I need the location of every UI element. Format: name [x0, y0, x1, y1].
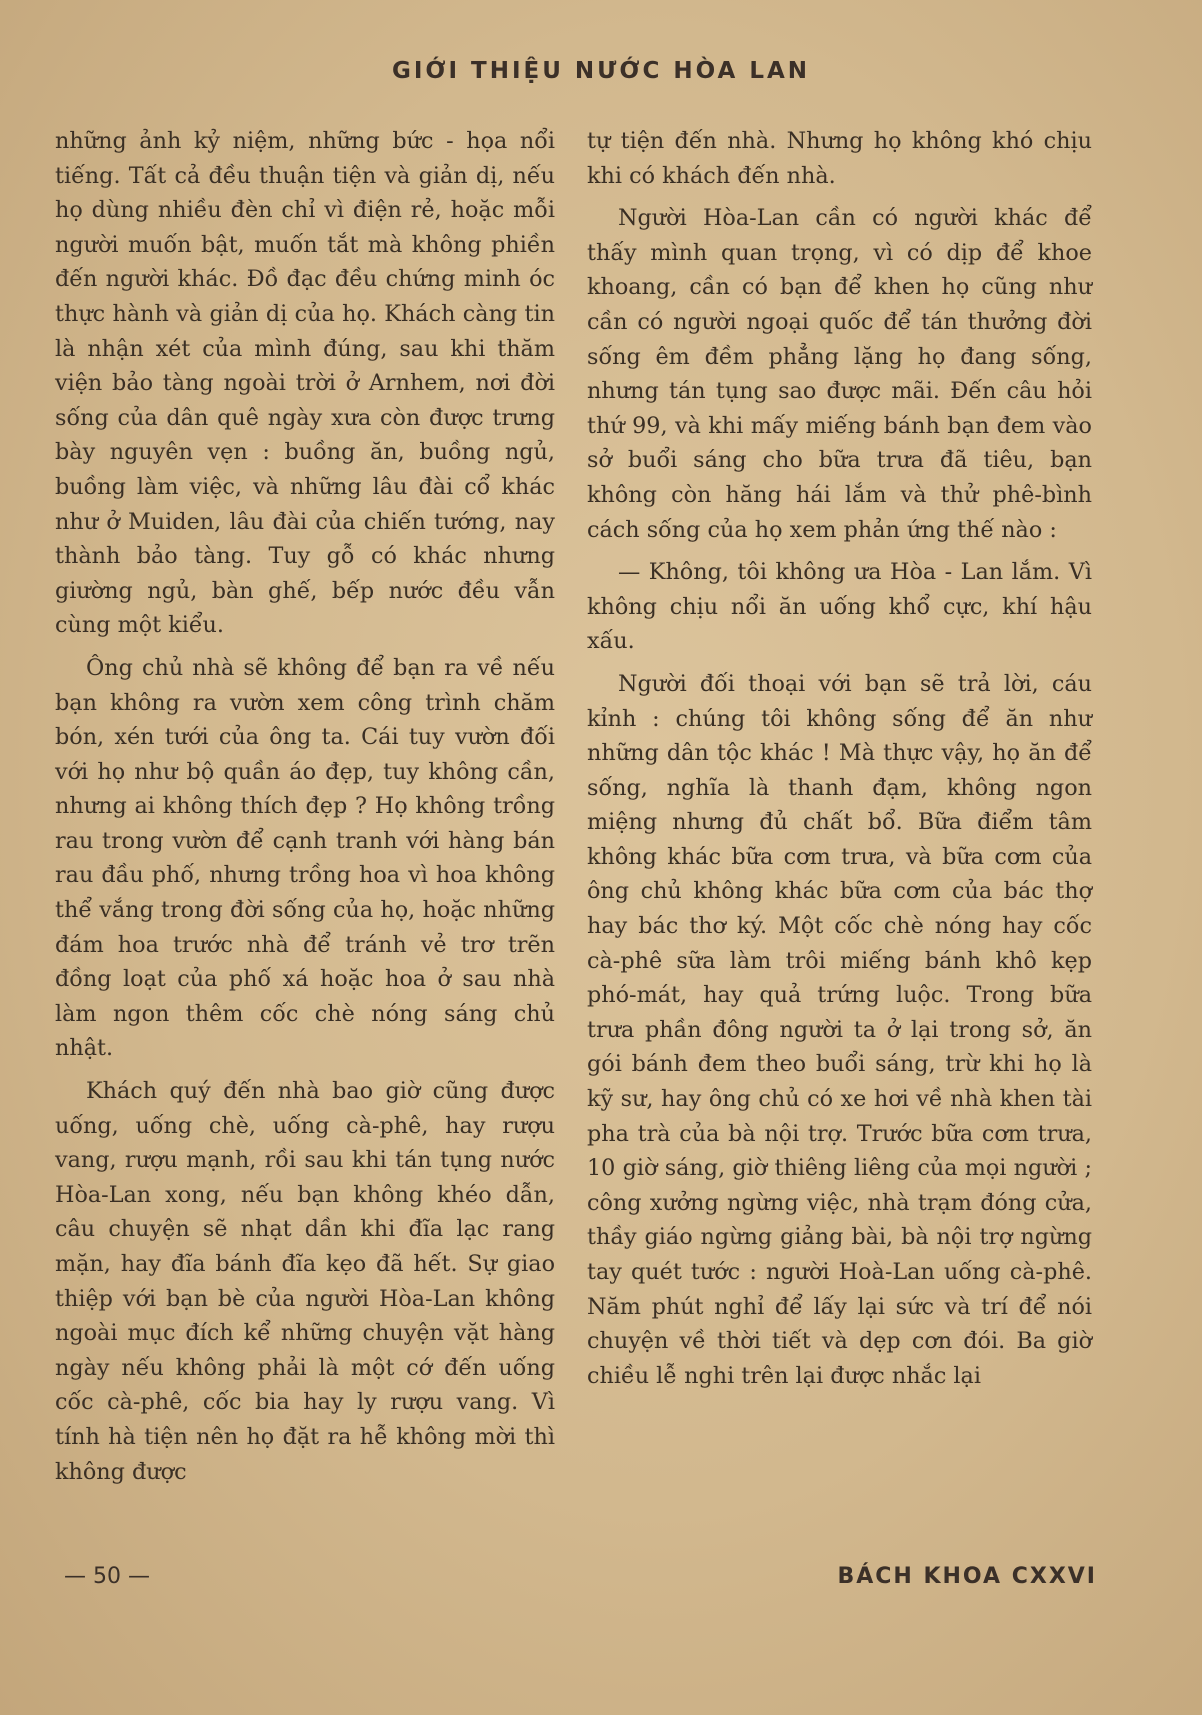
paragraph: tự tiện đến nhà. Nhưng họ không khó chịu khi có khách đến nhà. [587, 128, 1092, 189]
paragraph: Người Hòa-Lan cần có người khác để thấy mình quan trọng, vì có dịp để khoe khoang, cần có bạn để khen họ cũng như cần có người ngoại quốc để tán thưởng đời sống êm đềm phẳng lặng họ đang sống, nhưng tán tụng sao được mãi. Đến câu hỏi thứ 99, và khi mấy miếng bánh bạn đem vào sở buổi sáng cho bữa trưa đã tiêu, bạn không còn hăng hái lắm và thử phê-bình cách sống của họ xem phản ứng thế nào : [587, 205, 1092, 543]
left-text-column [55, 124, 555, 1489]
page-header-title: GIỚI THIỆU NƯỚC HÒA LAN [391, 58, 811, 84]
page-number: — 50 — [64, 1564, 150, 1589]
magazine-issue-label: BÁCH KHOA CXXVI [837, 1564, 1097, 1589]
paragraph: những ảnh kỷ niệm, những bức - họa nổi tiếng. Tất cả đều thuận tiện và giản dị, nếu họ dùng nhiều đèn chỉ vì điện rẻ, hoặc mỗi người muốn bật, muốn tắt mà không phiền đến người khác. Đồ đạc đều chứng minh óc thực hành và giản dị của họ. Khách càng tin là nhận xét của mình đúng, sau khi thăm viện bảo tàng ngoài trời ở Arnhem, nơi đời sống của dân quê ngày xưa còn được trưng bày nguyên vẹn : buồng ăn, buồng ngủ, buồng làm việc, và những lâu đài cổ khác như ở Muiden, lâu đài của chiến tướng, nay thành bảo tàng. Tuy gỗ có khác nhưng giường ngủ, bàn ghế, bếp nước đều vẫn cùng một kiểu. [55, 128, 555, 639]
paragraph: Người đối thoại với bạn sẽ trả lời, cáu kỉnh : chúng tôi không sống để ăn như những dân tộc khác ! Mà thực vậy, họ ăn để sống, nghĩa là thanh đạm, không ngon miệng nhưng đủ chất bổ. Bữa điểm tâm không khác bữa cơm trưa, và bữa cơm của ông chủ không khác bữa cơm của bác thợ hay bác thơ ký. Một cốc chè nóng hay cốc cà-phê sữa làm trôi miếng bánh khô kẹp phó-mát, hay quả trứng luộc. Trong bữa trưa phần đông người ta ở lại trong sở, ăn gói bánh đem theo buổi sáng, trừ khi họ là kỹ sư, hay ông chủ có xe hơi về nhà khen tài pha trà của bà nội trợ. Trước bữa cơm trưa, 10 giờ sáng, giờ thiêng liêng của mọi người ; công xưởng ngừng việc, nhà trạm đóng cửa, thầy giáo ngừng giảng bài, bà nội trợ ngừng tay quét tước : người Hoà-Lan uống cà-phê. Năm phút nghỉ để lấy lại sức và trí để nói chuyện về thời tiết và dẹp cơn đói. Ba giờ chiều lễ nghi trên lại được nhắc lại [587, 670, 1092, 1389]
right-text-column [587, 124, 1092, 1393]
dialogue-paragraph: — Không, tôi không ưa Hòa - Lan lắm. Vì không chịu nổi ăn uống khổ cực, khí hậu xấu. [587, 559, 1092, 655]
paragraph: Ông chủ nhà sẽ không để bạn ra về nếu bạn không ra vườn xem công trình chăm bón, xén tưới của ông ta. Cái tuy vườn đối với họ như bộ quần áo đẹp, tuy không cần, nhưng ai không thích đẹp ? Họ không trồng rau trong vườn để cạnh tranh với hàng bán rau đầu phố, nhưng trồng hoa vì hoa không thể vắng trong đời sống của họ, hoặc những đám hoa trước nhà để tránh vẻ trơ trẽn đồng loạt của phố xá hoặc hoa ở sau nhà làm ngon thêm cốc chè nóng sáng chủ nhật. [55, 654, 555, 1062]
paragraph: Khách quý đến nhà bao giờ cũng được uống, uống chè, uống cà-phê, hay rượu vang, rượu mạnh, rồi sau khi tán tụng nước Hòa-Lan xong, nếu bạn không khéo dẫn, câu chuyện sẽ nhạt dần khi đĩa lạc rang mặn, hay đĩa bánh đĩa kẹo đã hết. Sự giao thiệp với bạn bè của người Hòa-Lan không ngoài mục đích kể những chuyện vặt hàng ngày nếu không phải là một cớ đến uống cốc cà-phê, cốc bia hay ly rượu vang. Vì tính hà tiện nên họ đặt ra hễ không mời thì không được [55, 1078, 555, 1485]
